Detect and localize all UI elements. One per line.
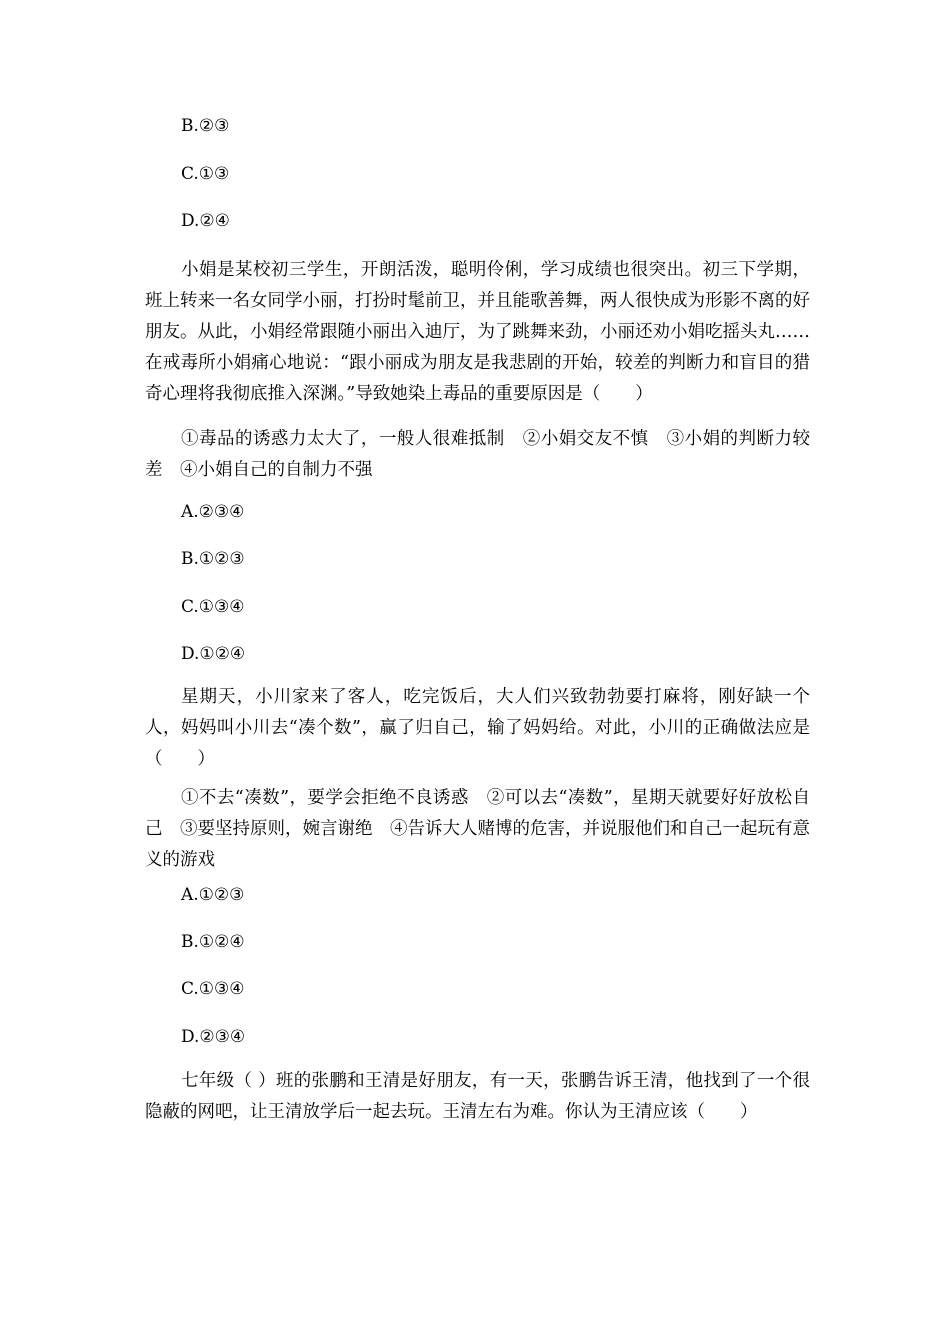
question-stem: 七年级（ ）班的张鹏和王清是好朋友，有一天，张鹏告诉王清，他找到了一个很隐蔽的网吧，让王清放学后一起去玩。王清左右为难。你认为王清应该（ ）	[145, 1071, 810, 1122]
option-c: C.①③④	[181, 597, 245, 617]
option-d: D.②④	[181, 211, 230, 231]
option-c: C.①③④	[181, 979, 245, 999]
option-c: C.①③	[181, 164, 230, 184]
question-stem: 小娟是某校初三学生，开朗活泼，聪明伶俐，学习成绩也很突出。初三下学期，班上转来一名女同学小丽，打扮时髦前卫，并且能歌善舞，两人很快成为形影不离的好朋友。从此，小娟经常跟随小丽出入迪厅，为了跳舞来劲，小丽还劝小娟吃摇头丸……在戒毒所小娟痛心地说：“跟小丽成为朋友是我悲剧的开始，较差的判断力和盲目的猎奇心理将我彻底推入深渊。”导致她染上毒品的重要原因是（ ）	[145, 260, 810, 404]
option-a: A.②③④	[181, 502, 245, 522]
question-statements: ①毒品的诱惑力太大了，一般人很难抵制 ②小娟交友不慎 ③小娟的判断力较差 ④小娟自己的自制力不强	[145, 429, 810, 480]
option-b: B.①②④	[181, 932, 245, 952]
option-d: D.②③④	[181, 1027, 246, 1047]
option-b: B.①②③	[181, 549, 245, 569]
question-statements: ①不去“凑数”，要学会拒绝不良诱惑 ②可以去“凑数”，星期天就要好好放松自己 ③要坚持原则，婉言谢绝 ④告诉大人赌博的危害，并说服他们和自己一起玩有意义的游戏	[145, 788, 810, 870]
option-d: D.①②④	[181, 644, 246, 664]
option-a: A.①②③	[181, 885, 245, 905]
question-stem: 星期天，小川家来了客人，吃完饭后，大人们兴致勃勃要打麻将，刚好缺一个人，妈妈叫小川去“凑个数”，赢了归自己，输了妈妈给。对此，小川的正确做法应是（ ）	[145, 687, 810, 769]
option-b: B.②③	[181, 116, 230, 136]
